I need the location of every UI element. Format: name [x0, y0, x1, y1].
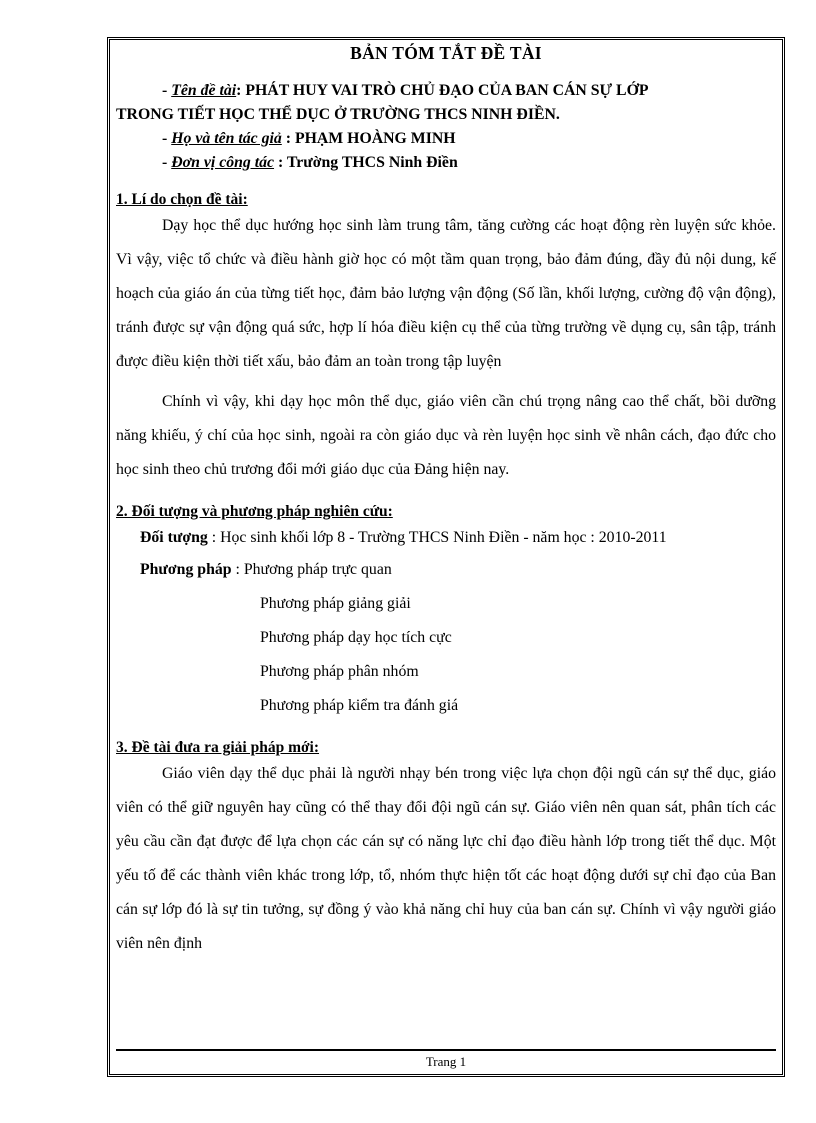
method-item: Phương pháp phân nhóm: [260, 663, 419, 680]
method-item: : Phương pháp trực quan: [231, 561, 392, 578]
author-value: : PHẠM HOÀNG MINH: [281, 130, 456, 147]
footer-divider: [116, 1049, 776, 1051]
topic-value-line1: : PHÁT HUY VAI TRÒ CHỦ ĐẠO CỦA BAN CÁN SỰ LỚP: [236, 82, 649, 99]
topic-value-line2: TRONG TIẾT HỌC THỂ DỤC Ở TRƯỜNG THCS NINH ĐIỀN.: [116, 106, 560, 123]
method-item: Phương pháp giảng giải: [260, 595, 411, 612]
unit-value: : Trường THCS Ninh Điền: [274, 154, 458, 171]
page-number: Trang 1: [425, 1054, 467, 1069]
author-label: Họ và tên tác giả: [171, 130, 282, 147]
topic-line: - Tên đề tài: PHÁT HUY VAI TRÒ CHỦ ĐẠO CỦA BAN CÁN SỰ LỚP: [162, 82, 649, 99]
subject-value: : Học sinh khối lớp 8 - Trường THCS Ninh Điền - năm học : 2010-2011: [207, 529, 667, 546]
method-item: Phương pháp kiểm tra đánh giá: [260, 697, 459, 714]
topic-label: Tên đề tài: [171, 82, 237, 99]
document-title: BẢN TÓM TẮT ĐỀ TÀI: [350, 43, 542, 63]
author-line: - Họ và tên tác giả : PHẠM HOÀNG MINH: [162, 130, 456, 147]
section1-paragraph-2: Chính vì vậy, khi dạy học môn thể dục, giáo viên cần chú trọng nâng cao thể chất, bồi dưỡng năng khiếu, ý chí của học sinh, ngoài ra còn giáo dục và rèn luyện học sinh về nhân cách, đạo đức cho học sinh theo chủ trương đổi mới giáo dục của Đảng hiện nay.: [116, 393, 776, 478]
section1-paragraph-1: Dạy học thể dục hướng học sinh làm trung tâm, tăng cường các hoạt động rèn luyện sức khỏe. Vì vậy, việc tổ chức và điều hành giờ học có một tầm quan trọng, bảo đảm đúng, đầy đủ nội dung, kế hoạch của giáo án của từng tiết học, đảm bảo lượng vận động (Số lần, khối lượng, cường độ vận động), tránh được sự vận động quá sức, hợp lí hóa điều kiện cụ thể của từng trường về dụng cụ, sân tập, tránh được điều kiện thời tiết xấu, bảo đảm an toàn trong tập luyện: [116, 217, 776, 370]
unit-line: - Đơn vị công tác : Trường THCS Ninh Điền: [162, 154, 458, 171]
subject-line: [116, 523, 776, 553]
methods-label: Phương pháp: [140, 561, 232, 578]
page-content: [116, 40, 776, 961]
methods-line: [116, 553, 776, 587]
subject-label: Đối tượng: [140, 529, 208, 546]
section2-heading: 2. Đối tượng và phương pháp nghiên cứu:: [116, 503, 393, 520]
unit-label: Đơn vị công tác: [171, 154, 275, 171]
section3-paragraph-1: Giáo viên dạy thể dục phải là người nhạy bén trong việc lựa chọn đội ngũ cán sự thể dục, giáo viên có thể giữ nguyên hay cũng có thể thay đổi đội ngũ cán sự. Giáo viên nên quan sát, phân tích các yêu cầu cần đạt được để lựa chọn các cán sự có năng lực chỉ đạo điều hành lớp trong tiết thể dục. Một yếu tố để các thành viên khác trong lớp, tổ, nhóm thực hiện tốt các hoạt động dưới sự chỉ đạo của Ban cán sự lớp đó là sự tin tưởng, sự đồng ý vào khả năng chỉ huy của ban cán sự. Chính vì vậy người giáo viên nên định: [116, 765, 776, 952]
section1-heading: 1. Lí do chọn đề tài:: [116, 191, 248, 208]
method-item: Phương pháp dạy học tích cực: [260, 629, 452, 646]
section3-heading: 3. Đề tài đưa ra giải pháp mới:: [116, 739, 320, 756]
page-frame: [107, 37, 785, 1077]
